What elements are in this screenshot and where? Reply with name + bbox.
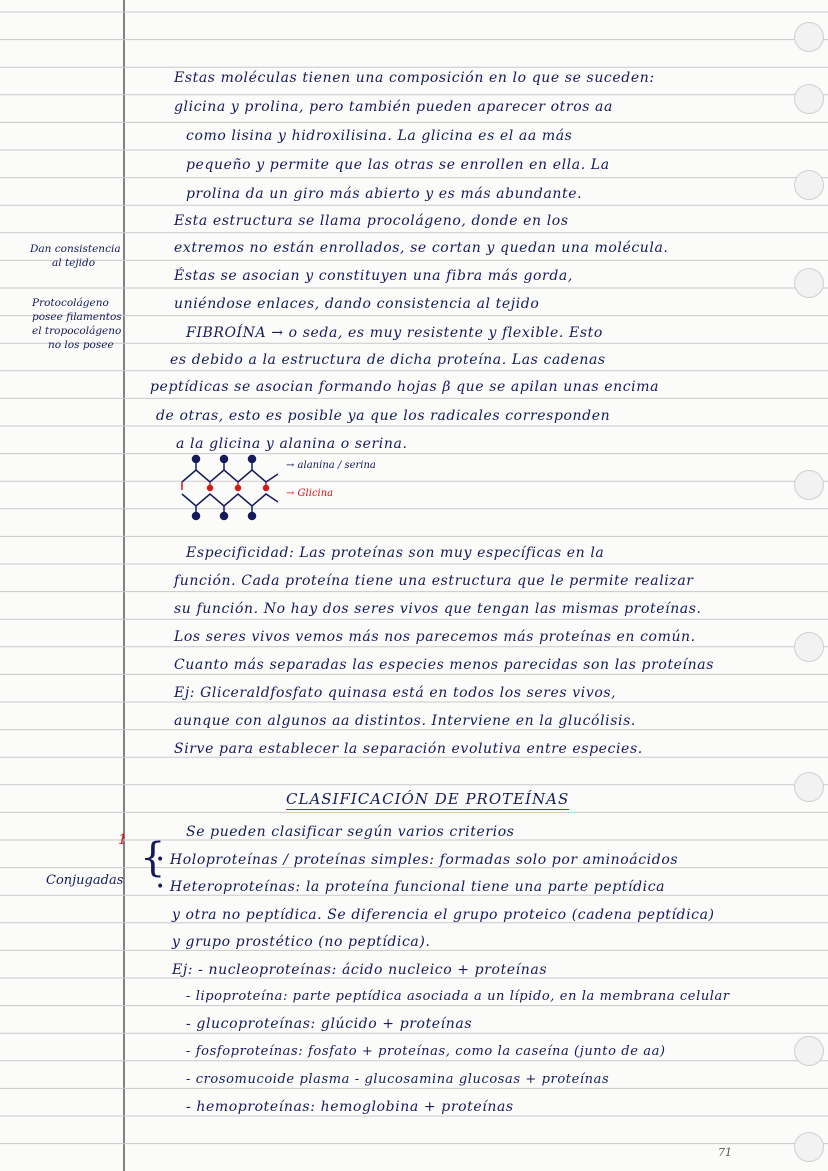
text-line: - crosomucoide plasma - glucosamina glucosas + proteínas	[186, 1072, 610, 1087]
text-line: y otra no peptídica. Se diferencia el grupo proteico (cadena peptídica)	[172, 907, 715, 923]
text-line: Cuanto más separadas las especies menos parecidas son las proteínas	[174, 657, 714, 673]
brace-mark: {	[140, 835, 166, 881]
text-line: su función. No hay dos seres vivos que tengan las mismas proteínas.	[174, 601, 702, 617]
text-line: uniéndose enlaces, dando consistencia al tejido	[174, 296, 540, 312]
beta-sheet-diagram	[176, 452, 396, 522]
text-line: Los seres vivos vemos más nos parecemos más proteínas en común.	[174, 629, 696, 645]
page-number: 71	[718, 1146, 732, 1159]
text-line: pequeño y permite que las otras se enrollen en ella. La	[186, 157, 610, 173]
text-line: Estas moléculas tienen una composición en lo que se suceden:	[174, 70, 655, 86]
section-title: CLASIFICACIÓN DE PROTEÍNAS	[286, 790, 570, 808]
diagram-label-alanina: → alanina / serina	[286, 460, 376, 471]
text-line: Especificidad: Las proteínas son muy específicas en la	[186, 545, 605, 561]
text-line: • Heteroproteínas: la proteína funcional tiene una parte peptídica	[156, 879, 666, 895]
text-line: FIBROÍNA → o seda, es muy resistente y flexible. Esto	[186, 325, 603, 341]
text-line: a la glicina y alanina o serina.	[176, 436, 408, 452]
binder-hole	[794, 772, 824, 802]
red-number: 1	[118, 832, 127, 848]
margin-note: el tropocolágeno	[32, 325, 122, 337]
text-line: - hemoproteínas: hemoglobina + proteínas	[186, 1099, 514, 1115]
margin-note: no los posee	[48, 339, 114, 351]
binder-hole	[794, 22, 824, 52]
text-line: Se pueden clasificar según varios criterios	[186, 824, 515, 840]
text-line: • Holoproteínas / proteínas simples: formadas solo por aminoácidos	[156, 852, 679, 868]
text-line: - fosfoproteínas: fosfato + proteínas, como la caseína (junto de aa)	[186, 1044, 666, 1059]
text-line: función. Cada proteína tiene una estructura que le permite realizar	[174, 573, 694, 589]
text-line: extremos no están enrollados, se cortan y quedan una molécula.	[174, 240, 669, 256]
text-line: Éstas se asocian y constituyen una fibra más gorda,	[174, 268, 573, 284]
text-line: peptídicas se asocian formando hojas β que se apilan unas encima	[150, 379, 660, 395]
text-line: es debido a la estructura de dicha proteína. Las cadenas	[170, 352, 606, 368]
binder-hole	[794, 470, 824, 500]
margin-note: posee filamentos	[32, 311, 122, 323]
text-line: Ej: - nucleoproteínas: ácido nucleico + proteínas	[172, 962, 548, 978]
text-line: aunque con algunos aa distintos. Interviene en la glucólisis.	[174, 713, 636, 729]
text-line: como lisina y hidroxilisina. La glicina es el aa más	[186, 128, 573, 144]
diagram-label-glicina: → Glicina	[286, 488, 334, 499]
text-line: - glucoproteínas: glúcido + proteínas	[186, 1016, 473, 1032]
text-line: Sirve para establecer la separación evolutiva entre especies.	[174, 741, 643, 757]
margin-note: al tejido	[52, 257, 96, 269]
text-line: glicina y prolina, pero también pueden aparecer otros aa	[174, 99, 613, 115]
text-line: Esta estructura se llama procolágeno, donde en los	[174, 213, 569, 229]
margin-note: Protocolágeno	[32, 297, 109, 309]
text-line: Ej: Gliceraldfosfato quinasa está en todos los seres vivos,	[174, 685, 617, 701]
margin-note: Dan consistencia	[30, 243, 121, 255]
text-line: y grupo prostético (no peptídica).	[172, 934, 431, 950]
text-line: - lipoproteína: parte peptídica asociada a un lípido, en la membrana celular	[186, 989, 730, 1004]
binder-hole	[794, 1132, 824, 1162]
text-line: de otras, esto es posible ya que los radicales corresponden	[156, 408, 611, 424]
text-line: prolina da un giro más abierto y es más abundante.	[186, 186, 583, 202]
side-label: Conjugadas	[46, 873, 124, 888]
